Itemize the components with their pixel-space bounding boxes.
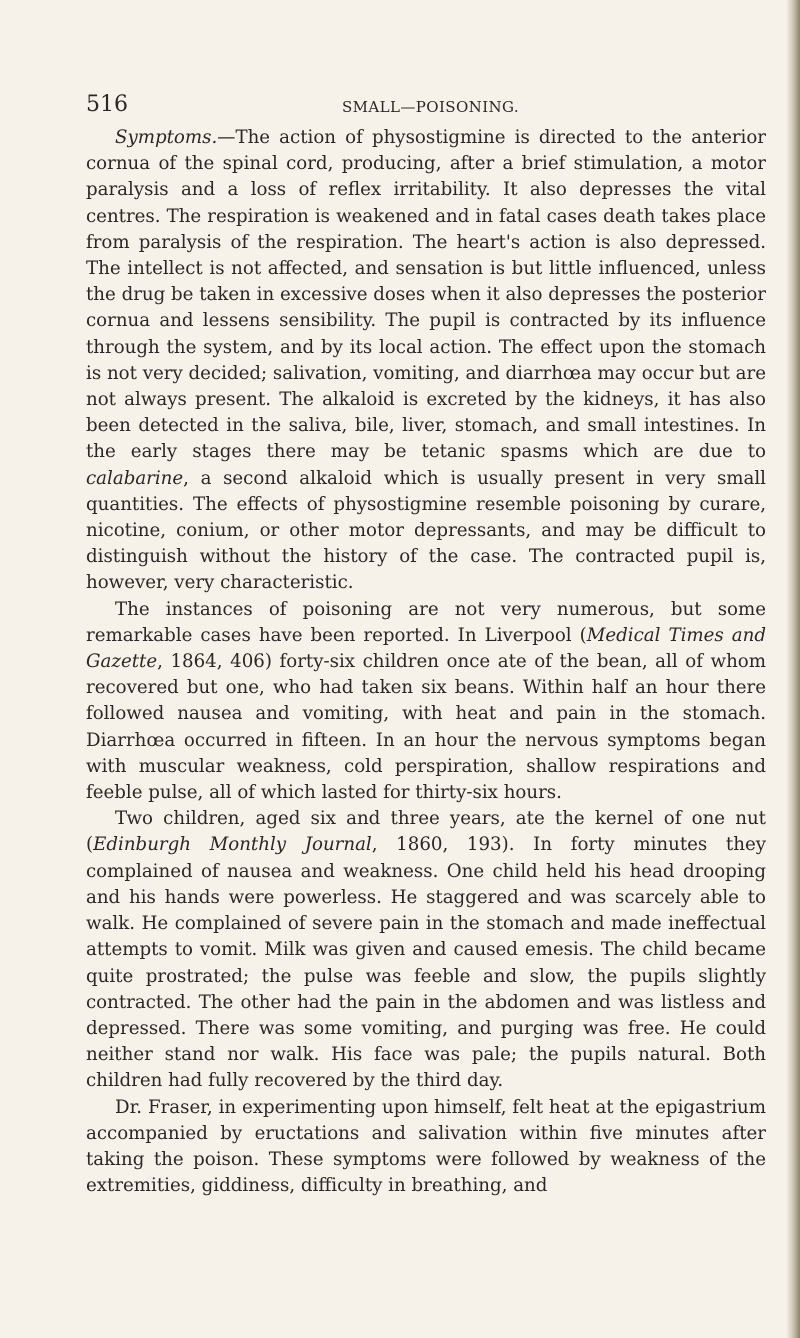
paragraph-text: —The action of physostigmine is directed to the anterior cornua of the spinal cord, producing, after a brief stimulation, a motor paralysis and a loss of reflex irritability. It also depresses the vital centres. The respiration is weakened and in fatal cases death takes place from paralysis of the respiration. The heart's action is also depressed. The intellect is not affected, and sensation is but little influenced, unless the drug be taken in excessive doses when it also depresses the posterior cornua and lessens sensibility. The pupil is contracted by its influence through the system, and by its local action. The effect upon the stomach is not very decided; salivation, vomiting, and diarrhœa may occur but are not always present. The alkaloid is excreted by the kidneys, it has also been detected in the saliva, bile, liver, stomach, and small intestines. In the early stages there may be tetanic spasms which are due to [86, 127, 766, 463]
running-head [86, 92, 766, 118]
body-text [86, 125, 766, 1199]
paragraph-fraser-experiment [86, 1095, 766, 1200]
page-edge-shadow [786, 0, 800, 1338]
paragraph-italic-citation: Medical Times and Gazette [86, 624, 767, 673]
paragraph-text-continued: , a second alkaloid which is usually present in very small quantities. The effects of physostigmine resemble poisoning by curare, nicotine, conium, or other motor depressants, and may be difficult to distinguish without the history of the case. The contracted pupil is, however, very characteristic. [86, 467, 766, 594]
paragraph-two-children-case [86, 806, 766, 1094]
paragraph-italic-term: calabarine [86, 467, 184, 489]
paragraph-liverpool-case [86, 597, 766, 807]
page-number: 516 [86, 92, 128, 117]
paragraph-italic-citation: Edinburgh Monthly Journal [93, 834, 372, 856]
paragraph-text: Dr. Fraser, in experimenting upon himself, felt heat at the epigastrium accompanied by eructations and salivation within five minutes after taking the poison. These symptoms were followed by weakness of the extremities, giddiness, difficulty in breathing, and [86, 1096, 766, 1197]
paragraph-text: Two children, aged six and three years, ate the kernel of one nut ( [86, 808, 766, 856]
paragraph-symptoms [86, 125, 766, 597]
paragraph-text-continued: , 1860, 193). In forty minutes they complained of nausea and weakness. One child held his head drooping and his hands were powerless. He staggered and was scarcely able to walk. He complained of severe pain in the stomach and made ineffectual attempts to vomit. Milk was given and caused emesis. The child became quite prostrated; the pulse was feeble and slow, the pupils slightly contracted. The other had the pain in the abdomen and was listless and depressed. There was some vomiting, and purging was free. He could neither stand nor walk. His face was pale; the pupils natural. Both children had fully recovered by the third day. [86, 834, 766, 1092]
running-head-title: SMALL—POISONING. [342, 98, 520, 116]
paragraph-lead-italic: Symptoms. [115, 127, 218, 148]
paragraph-text: The instances of poisoning are not very numerous, but some remarkable cases have been reported. In Liverpool ( [86, 598, 766, 646]
paragraph-text-continued: , 1864, 406) forty-six children once ate of the bean, all of whom recovered but one, who had taken six beans. Within half an hour there followed nausea and vomiting, with heat and pain in the stomach. Diarrhœa occurred in fifteen. In an hour the nervous symptoms began with muscular weakness, cold perspiration, shallow respirations and feeble pulse, all of which lasted for thirty-six hours. [86, 651, 766, 804]
